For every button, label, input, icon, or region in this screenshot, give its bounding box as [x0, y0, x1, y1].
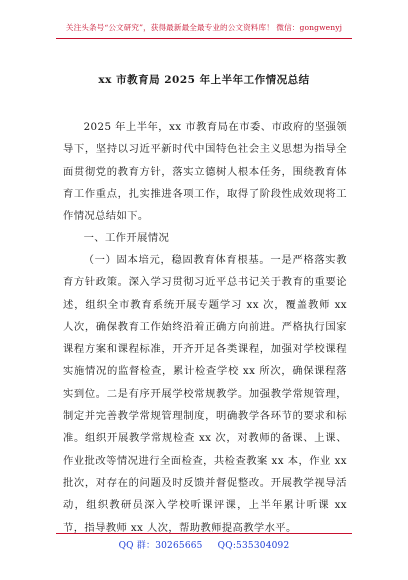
- header-divider: [56, 38, 352, 39]
- footer-contact: [0, 538, 408, 551]
- document-title: xx 市教育局 2025 年上半年工作情况总结: [98, 74, 310, 86]
- header-banner: 关注头条号“公文研究”，获得最新最全最专业的公文资料库！ 微信：gongwenyj: [65, 23, 343, 32]
- section-body-block: [63, 249, 347, 539]
- intro-paragraph: 2025 年上半年，xx 市教育局在市委、市政府的坚强领导下，坚持以习近平新时代中国特色社会主义思想为指导全面贯彻党的教育方针，落实立德树人根本任务，围绕教育体育工作重点，扎实推进各项工作，取得了阶段性成效现将工作情况总结如下。: [63, 121, 347, 223]
- section-paragraph: （一）固本培元，稳固教育体育根基。一是严格落实教育方针政策。深入学习贯彻习近平总书记关于教育的重要论述，组织全市教育系统开展专题学习 xx 次，覆盖教师 xx 人次，确保教育工作始终沿着正确方向前进。严格执行国家课程方案和课程标准，开齐开足各类课程，加强对学校课程实施情况的监督检查，累计检查学校 xx 所次，确保课程落实到位。二是有序开展学校常规教学。加强教学常规管理，制定并完善教学常规管理制度，明确教学各环节的要求和标准。组织开展教学常规检查 xx 次，对教师的备课、上课、作业批改等情况进行全面检查，共检查教案 xx 本，作业 xx 批次，对存在的问题及时反馈并督促整改。开展教学视导活动，组织教研员深入学校听课评课，上半年累计听课 xx 节，指导教师 xx 人次，帮助教师提高教学水平。: [63, 254, 347, 534]
- footer-divider: [56, 533, 352, 534]
- footer-qq-group: QQ 群：30265665: [118, 541, 203, 551]
- intro-block: [63, 116, 347, 227]
- section-heading-block: [63, 227, 347, 249]
- section-heading: 一、工作开展情况: [83, 232, 170, 244]
- footer-qq-number: QQ:535304092: [217, 541, 290, 551]
